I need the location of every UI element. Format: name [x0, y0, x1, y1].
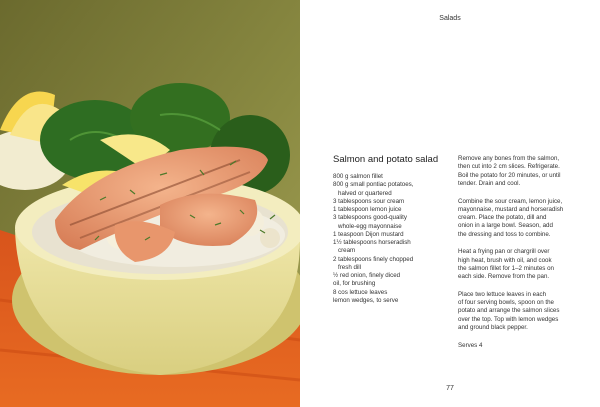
- ingredient-item: 1½ tablespoons horseradish: [333, 239, 411, 246]
- method-steps: [458, 155, 598, 359]
- section-header: Salads: [439, 15, 461, 22]
- page-number: 77: [446, 385, 454, 392]
- ingredient-item: cream: [338, 247, 356, 255]
- method-step: Place two lettuce leaves in each of four serving bowls, spoon on the potato and arrange the salmon slices over the top. Top with lemon wedges and ground black pepper.: [458, 290, 560, 331]
- ingredient-item: 800 g salmon fillet: [333, 173, 383, 180]
- ingredient-item: 1 tablespoon lemon juice: [333, 206, 402, 213]
- recipe-title: Salmon and potato salad: [333, 154, 439, 165]
- ingredient-item: lemon wedges, to serve: [333, 296, 399, 304]
- ingredient-item: whole-egg mayonnaise: [338, 222, 402, 230]
- ingredient-item: 3 tablespoons sour cream: [333, 197, 405, 205]
- method-step: Remove any bones from the salmon, then cut into 2 cm slices. Refrigerate. Boil the potato for 20 minutes, or until tender. Drain and cool.: [458, 155, 561, 187]
- ingredient-item: 1 teaspoon Dijon mustard: [333, 230, 404, 238]
- ingredient-item: 8 cos lettuce leaves: [333, 288, 388, 296]
- ingredient-item: oil, for brushing: [333, 280, 376, 288]
- ingredient-item: halved or quartered: [338, 189, 392, 197]
- ingredient-item: 2 tablespoons finely chopped: [333, 255, 414, 263]
- serves-note: Serves 4: [458, 341, 483, 349]
- ingredient-item: ½ red onion, finely diced: [333, 272, 401, 279]
- ingredient-item: fresh dill: [338, 263, 362, 271]
- ingredient-item: 800 g small pontiac potatoes,: [333, 181, 414, 189]
- method-step: Combine the sour cream, lemon juice, mayonnaise, mustard and horseradish cream. Place the potato, dill and onion in a large bowl. Season, add the dressing and toss to combine.: [458, 197, 564, 238]
- recipe-page: [300, 0, 600, 407]
- method-step: Heat a frying pan or chargrill over high heat, brush with oil, and cook the salmon fillet for 1–2 minutes on each side. Remove from the pan.: [458, 248, 554, 280]
- ingredient-item: 3 tablespoons good-quality: [333, 214, 407, 222]
- ingredients-list: [333, 173, 453, 305]
